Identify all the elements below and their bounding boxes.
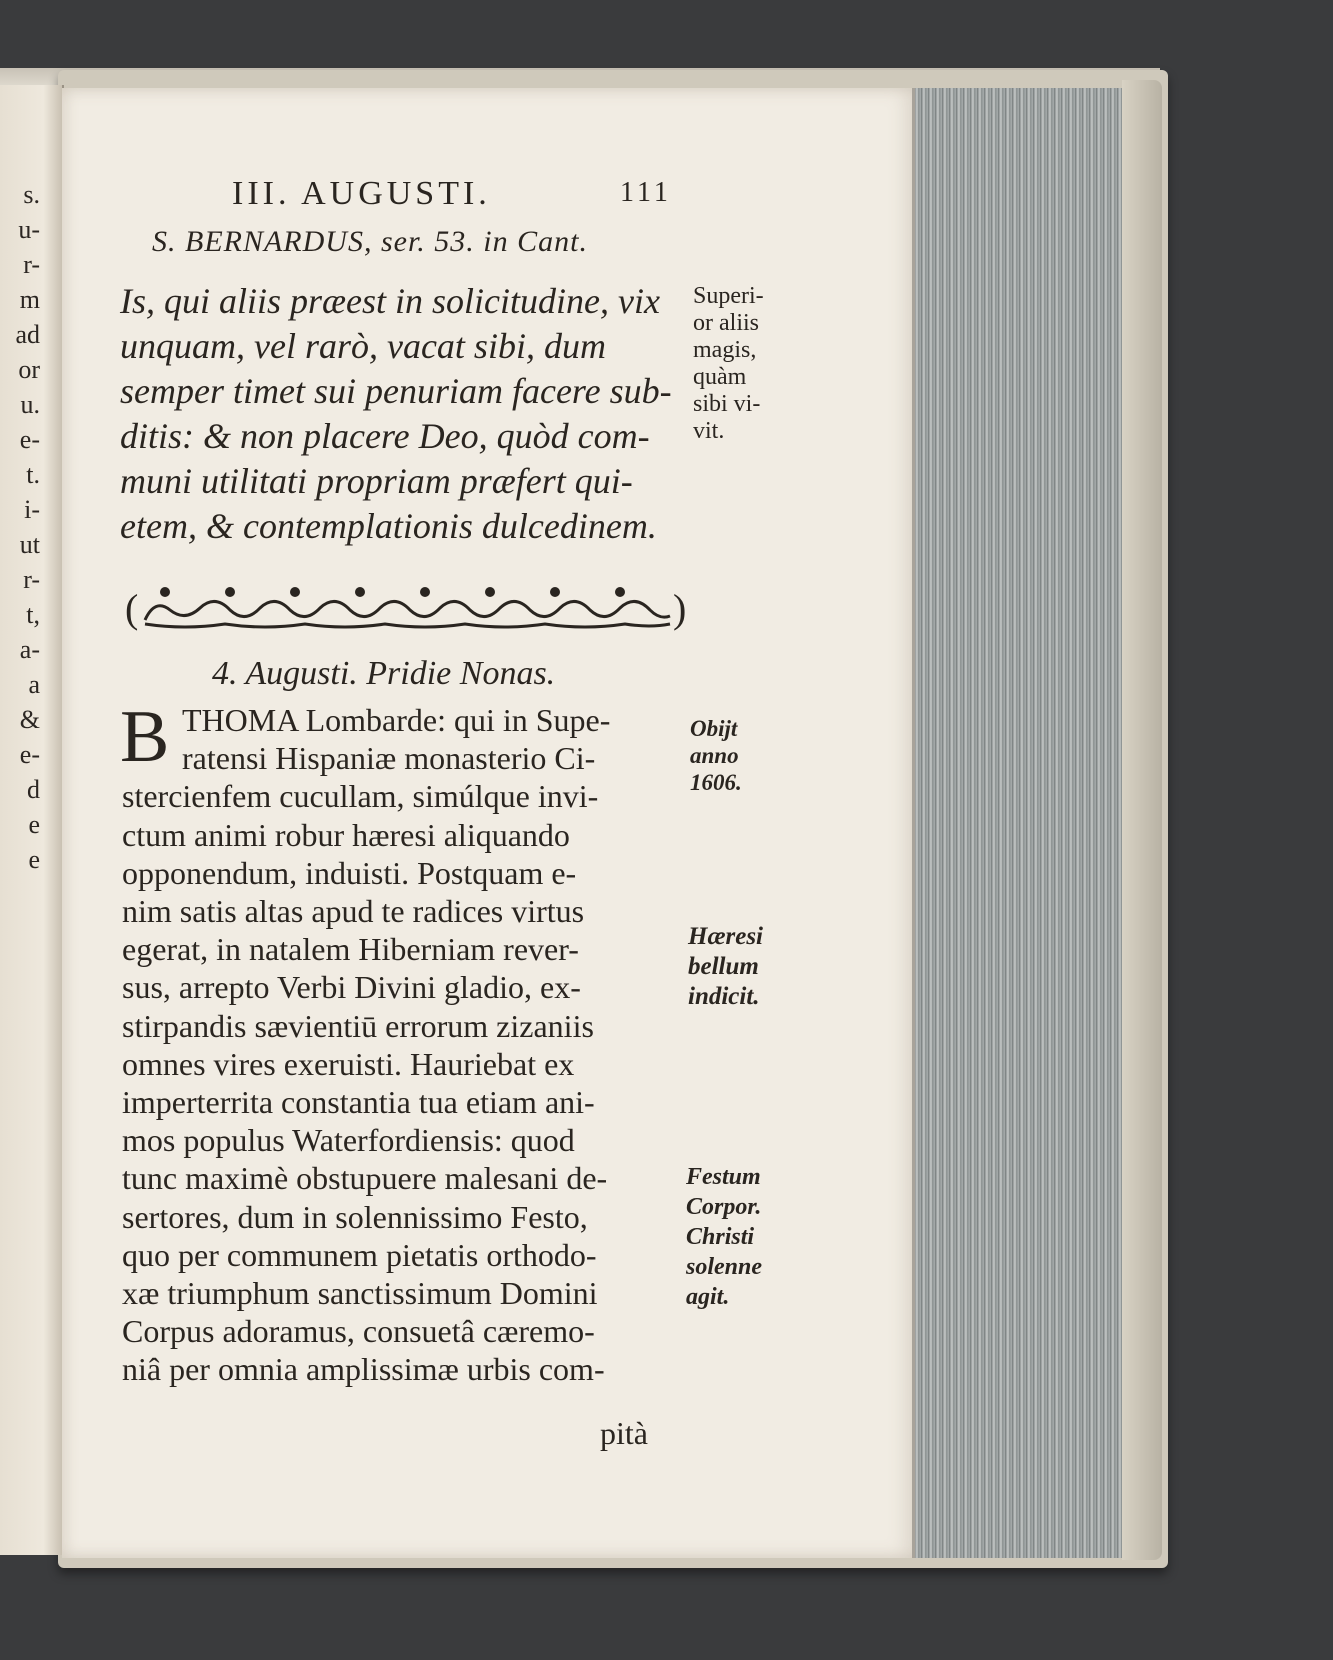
left-page-fragment: u. xyxy=(20,390,40,419)
body-line: sertores, dum in solennissimo Festo, xyxy=(122,1198,588,1235)
left-page-fragment: e xyxy=(28,845,40,874)
day-heading: 4. Augusti. Pridie Nonas. xyxy=(212,655,556,692)
left-page-fragment: i- xyxy=(24,495,40,524)
quote-line: Is, qui aliis præest in solicitudine, vix xyxy=(120,281,660,321)
body-line: quo per communem pietatis orthodo- xyxy=(122,1236,597,1273)
body-line: ctum animi robur hæresi aliquando xyxy=(122,816,570,853)
left-page-fragment: or xyxy=(18,355,40,384)
quote-line: muni utilitati propriam præfert qui- xyxy=(120,461,633,501)
left-page-fragment: a- xyxy=(19,635,40,664)
citation: S. BERNARDUS, ser. 53. in Cant. xyxy=(152,225,588,258)
quote-line: ditis: & non placere Deo, quòd com- xyxy=(120,416,650,456)
left-page-fragment: m xyxy=(19,285,40,314)
ornament-band xyxy=(125,580,690,635)
body-line: xæ triumphum sanctissimum Domini xyxy=(122,1275,598,1311)
body-line: THOMA Lombarde: qui in Supe- xyxy=(182,702,611,738)
body-line: sus, arrepto Verbi Divini gladio, ex- xyxy=(122,969,581,1006)
body-line: niâ per omnia amplissimæ urbis com- xyxy=(122,1351,605,1388)
left-page-fragment: r- xyxy=(23,250,40,279)
left-page-fragment: t, xyxy=(26,600,40,629)
svg-text:(: ( xyxy=(125,586,139,631)
quote-line: unquam, vel rarò, vacat sibi, dum xyxy=(120,326,606,366)
page-edges xyxy=(912,88,1129,1558)
left-page-fragment: a xyxy=(28,670,40,699)
left-page-fragment: t. xyxy=(26,460,40,489)
left-page-fragment: e- xyxy=(19,740,40,769)
body-line: nim satis altas apud te radices virtus xyxy=(122,893,585,929)
left-page-fragment: r- xyxy=(23,565,40,594)
left-facing-page xyxy=(0,85,64,1555)
quote-line: semper timet sui penuriam facere sub- xyxy=(120,371,672,411)
catchword: pità xyxy=(600,1415,648,1451)
body-line: stirpandis sævientiū errorum zizaniis xyxy=(122,1007,594,1044)
quote-line: etem, & contemplationis dulcedinem. xyxy=(120,506,657,546)
page-number: 111 xyxy=(620,177,672,208)
left-page-fragment: ad xyxy=(15,320,40,349)
body-line: opponendum, induisti. Postquam e- xyxy=(122,854,577,891)
body-line: tunc maximè obstupuere malesani de- xyxy=(122,1160,608,1197)
left-page-fragment: & xyxy=(19,705,40,734)
margin-note-festum: Festum Corpor. Christi solenne agit. xyxy=(686,1164,763,1310)
body-line: Corpus adoramus, consuetâ cæremo- xyxy=(122,1313,595,1350)
left-page-fragment: ut xyxy=(19,530,40,559)
body-line: imperterrita constantia tua etiam ani- xyxy=(122,1084,595,1120)
left-page-fragment: e xyxy=(28,810,40,839)
left-page-fragment: s. xyxy=(23,180,40,209)
svg-text:): ) xyxy=(673,586,687,631)
body-line: egerat, in natalem Hiberniam rever- xyxy=(122,931,579,968)
body-line: ratensi Hispaniæ monasterio Ci- xyxy=(182,740,596,777)
running-title: III. AUGUSTI. xyxy=(232,175,491,212)
margin-note-superior: Superi- or aliis magis, quàm sibi vi- vit. xyxy=(693,283,764,444)
left-page-fragment: e- xyxy=(19,425,40,454)
cover-edge xyxy=(1122,80,1162,1560)
body-line: mos populus Waterfordiensis: quod xyxy=(122,1122,575,1159)
left-page-fragment: d xyxy=(27,775,40,804)
body-line: stercienfem cucullam, simúlque invi- xyxy=(122,778,599,815)
body-line: omnes vires exeruisti. Hauriebat ex xyxy=(122,1045,575,1082)
drop-cap: B xyxy=(120,696,170,778)
left-page-fragment: u- xyxy=(18,215,40,244)
margin-note-obiit: Obijt anno 1606. xyxy=(690,716,742,795)
margin-note-haeresi: Hæresi bellum indicit. xyxy=(688,923,763,1010)
